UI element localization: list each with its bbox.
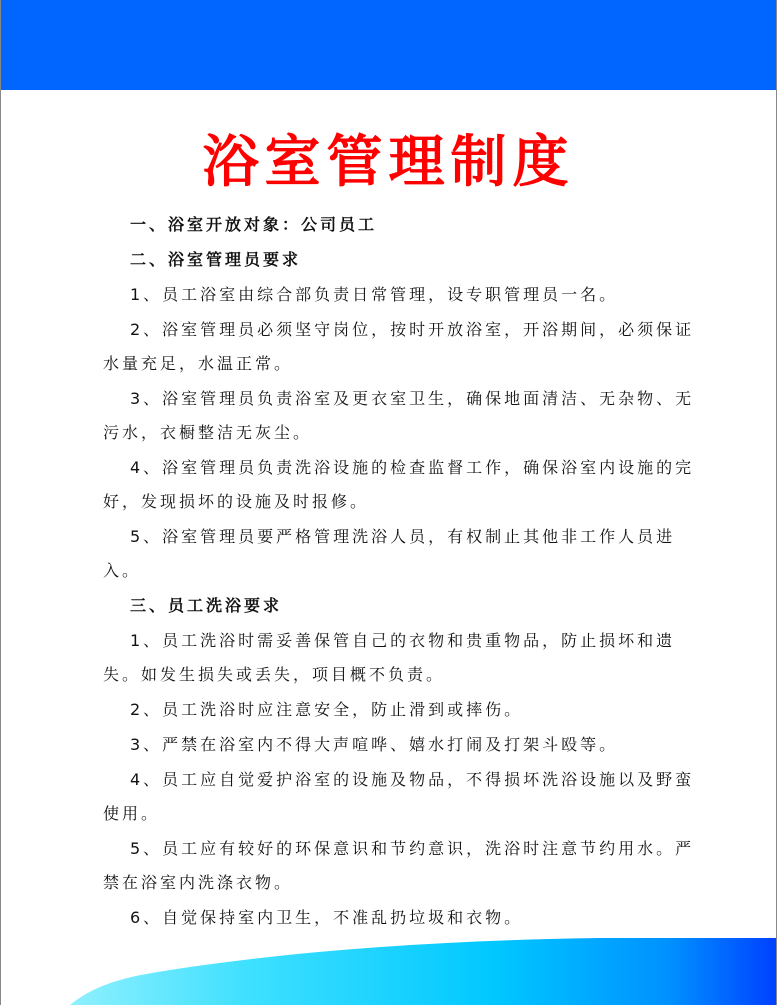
rule-item: 5、浴室管理员要严格管理洗浴人员，有权制止其他非工作人员进入。 (103, 527, 676, 580)
bottom-blue-wave (0, 935, 777, 1005)
regulation-body (103, 208, 707, 936)
top-blue-banner (0, 0, 777, 90)
rule-item: 4、员工应自觉爱护浴室的设施及物品，不得损坏洗浴设施以及野蛮使用。 (103, 770, 695, 823)
rule-item: 2、员工洗浴时应注意安全，防止滑到或摔伤。 (130, 700, 524, 719)
rule-item: 1、员工浴室由综合部负责日常管理，设专职管理员一名。 (130, 285, 619, 304)
rule-item: 1、员工洗浴时需妥善保管自己的衣物和贵重物品，防止损坏和遗失。如发生损失或丢失，项目概不负责。 (103, 631, 676, 684)
section-heading: 一、浴室开放对象：公司员工 (130, 215, 378, 234)
rule-item: 4、浴室管理员负责洗浴设施的检查监督工作，确保浴室内设施的完好，发现损坏的设施及时报修。 (103, 458, 695, 511)
rule-item: 3、严禁在浴室内不得大声喧哗、嬉水打闹及打架斗殴等。 (130, 735, 619, 754)
section-heading: 三、员工洗浴要求 (130, 596, 283, 615)
rule-item: 3、浴室管理员负责浴室及更衣室卫生，确保地面清洁、无杂物、无污水，衣橱整洁无灰尘。 (103, 389, 695, 442)
section-heading: 二、浴室管理员要求 (130, 250, 302, 269)
rule-item: 5、员工应有较好的环保意识和节约意识，洗浴时注意节约用水。严禁在浴室内洗涤衣物。 (103, 839, 695, 892)
page-title: 浴室管理制度 (202, 130, 575, 195)
rule-item: 2、浴室管理员必须坚守岗位，按时开放浴室，开浴期间，必须保证水量充足，水温正常。 (103, 320, 695, 373)
rule-item: 6、自觉保持室内卫生，不准乱扔垃圾和衣物。 (130, 908, 524, 927)
